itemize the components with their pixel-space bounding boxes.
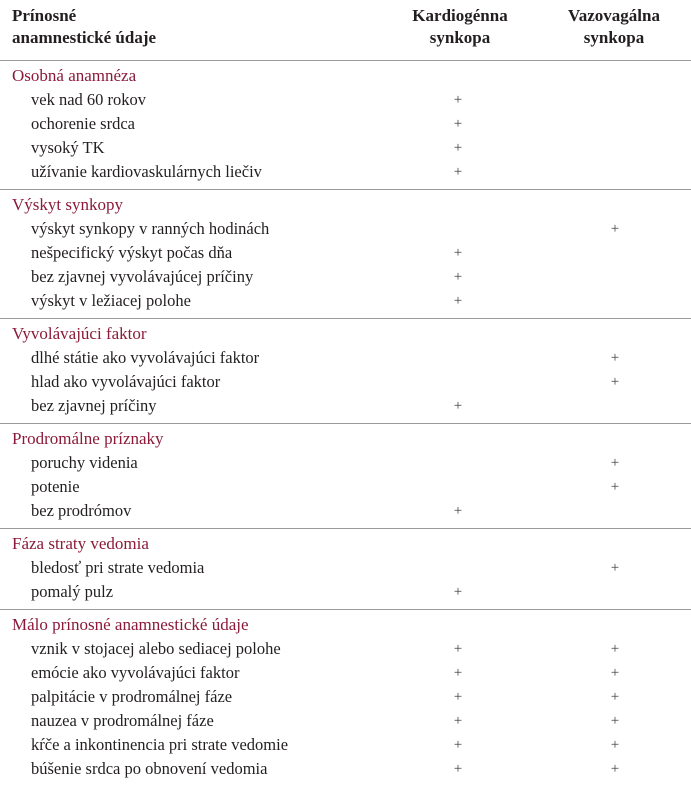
row-label: bez prodrómov [31, 501, 132, 520]
row-label: vysoký TK [31, 138, 105, 157]
table-row [0, 757, 691, 781]
table-row [0, 709, 691, 733]
table-header [0, 0, 691, 60]
row-label: nauzea v prodromálnej fáze [31, 711, 214, 730]
cardiogenic-mark: + [453, 665, 463, 681]
table-row [0, 217, 691, 241]
row-label: bledosť pri strate vedomia [31, 558, 205, 577]
row-label: vek nad 60 rokov [31, 90, 147, 109]
vasovagal-mark: + [610, 221, 620, 237]
row-label: poruchy videnia [31, 453, 138, 472]
vasovagal-mark: + [610, 560, 620, 576]
cardiogenic-mark: + [453, 584, 463, 600]
vasovagal-mark: + [610, 455, 620, 471]
table-row [0, 265, 691, 289]
header-col-cardiogenic-line2: synkopa [429, 28, 491, 47]
cardiogenic-mark: + [453, 641, 463, 657]
row-label: kŕče a inkontinencia pri strate vedomie [31, 735, 289, 754]
cardiogenic-mark: + [453, 503, 463, 519]
table-row [0, 556, 691, 580]
vasovagal-mark: + [610, 737, 620, 753]
table-section [0, 610, 691, 786]
table-body [0, 61, 691, 786]
vasovagal-mark: + [610, 713, 620, 729]
header-col-cardiogenic-line1: Kardiogénna [412, 6, 508, 25]
row-label: výskyt synkopy v ranných hodinách [31, 219, 270, 238]
row-label: bez zjavnej príčiny [31, 396, 157, 415]
cardiogenic-mark: + [453, 737, 463, 753]
table-row [0, 661, 691, 685]
vasovagal-mark: + [610, 350, 620, 366]
row-label: búšenie srdca po obnovení vedomia [31, 759, 268, 778]
row-label: hlad ako vyvolávajúci faktor [31, 372, 221, 391]
header-col-findings-line1: Prínosné [12, 6, 77, 25]
row-label: potenie [31, 477, 80, 496]
table-row [0, 733, 691, 757]
section-title: Málo prínosné anamnestické údaje [12, 615, 249, 634]
row-label: emócie ako vyvolávajúci faktor [31, 663, 240, 682]
cardiogenic-mark: + [453, 140, 463, 156]
header-col-vasovagal-line1: Vazovagálna [568, 6, 660, 25]
row-label: výskyt v ležiacej polohe [31, 291, 191, 310]
section-title: Fáza straty vedomia [12, 534, 149, 553]
row-label: dlhé státie ako vyvolávajúci faktor [31, 348, 260, 367]
table-row [0, 160, 691, 184]
cardiogenic-mark: + [453, 116, 463, 132]
table-row [0, 394, 691, 418]
header-col-cardiogenic [390, 5, 530, 49]
vasovagal-mark: + [610, 665, 620, 681]
section-title: Prodromálne príznaky [12, 429, 164, 448]
row-label: pomalý pulz [31, 582, 114, 601]
table-section [0, 424, 691, 529]
table-section [0, 529, 691, 610]
table-row [0, 499, 691, 523]
cardiogenic-mark: + [453, 293, 463, 309]
section-title: Osobná anamnéza [12, 66, 137, 85]
cardiogenic-mark: + [453, 164, 463, 180]
table-section [0, 319, 691, 424]
row-label: vznik v stojacej alebo sediacej polohe [31, 639, 281, 658]
table-row [0, 241, 691, 265]
section-title: Výskyt synkopy [12, 195, 123, 214]
table-row [0, 289, 691, 313]
table-row [0, 370, 691, 394]
cardiogenic-mark: + [453, 398, 463, 414]
vasovagal-mark: + [610, 761, 620, 777]
table-section [0, 61, 691, 190]
table-row [0, 475, 691, 499]
row-label: užívanie kardiovaskulárnych liečiv [31, 162, 262, 181]
vasovagal-mark: + [610, 479, 620, 495]
section-title: Vyvolávajúci faktor [12, 324, 147, 343]
header-col-findings-line2: anamnestické údaje [12, 28, 157, 47]
row-label: nešpecifický výskyt počas dňa [31, 243, 233, 262]
table-row [0, 637, 691, 661]
cardiogenic-mark: + [453, 761, 463, 777]
row-label: bez zjavnej vyvolávajúcej príčiny [31, 267, 254, 286]
cardiogenic-mark: + [453, 92, 463, 108]
header-col-vasovagal [544, 5, 684, 49]
header-col-vasovagal-line2: synkopa [583, 28, 645, 47]
table-section [0, 190, 691, 319]
vasovagal-mark: + [610, 374, 620, 390]
table-row [0, 136, 691, 160]
table-row [0, 112, 691, 136]
table-row [0, 88, 691, 112]
table-row [0, 451, 691, 475]
table-row [0, 580, 691, 604]
cardiogenic-mark: + [453, 689, 463, 705]
table-row [0, 346, 691, 370]
header-col-findings [12, 5, 272, 49]
row-label: palpitácie v prodromálnej fáze [31, 687, 233, 706]
vasovagal-mark: + [610, 689, 620, 705]
table-row [0, 685, 691, 709]
row-label: ochorenie srdca [31, 114, 135, 133]
cardiogenic-mark: + [453, 245, 463, 261]
vasovagal-mark: + [610, 641, 620, 657]
cardiogenic-mark: + [453, 269, 463, 285]
cardiogenic-mark: + [453, 713, 463, 729]
